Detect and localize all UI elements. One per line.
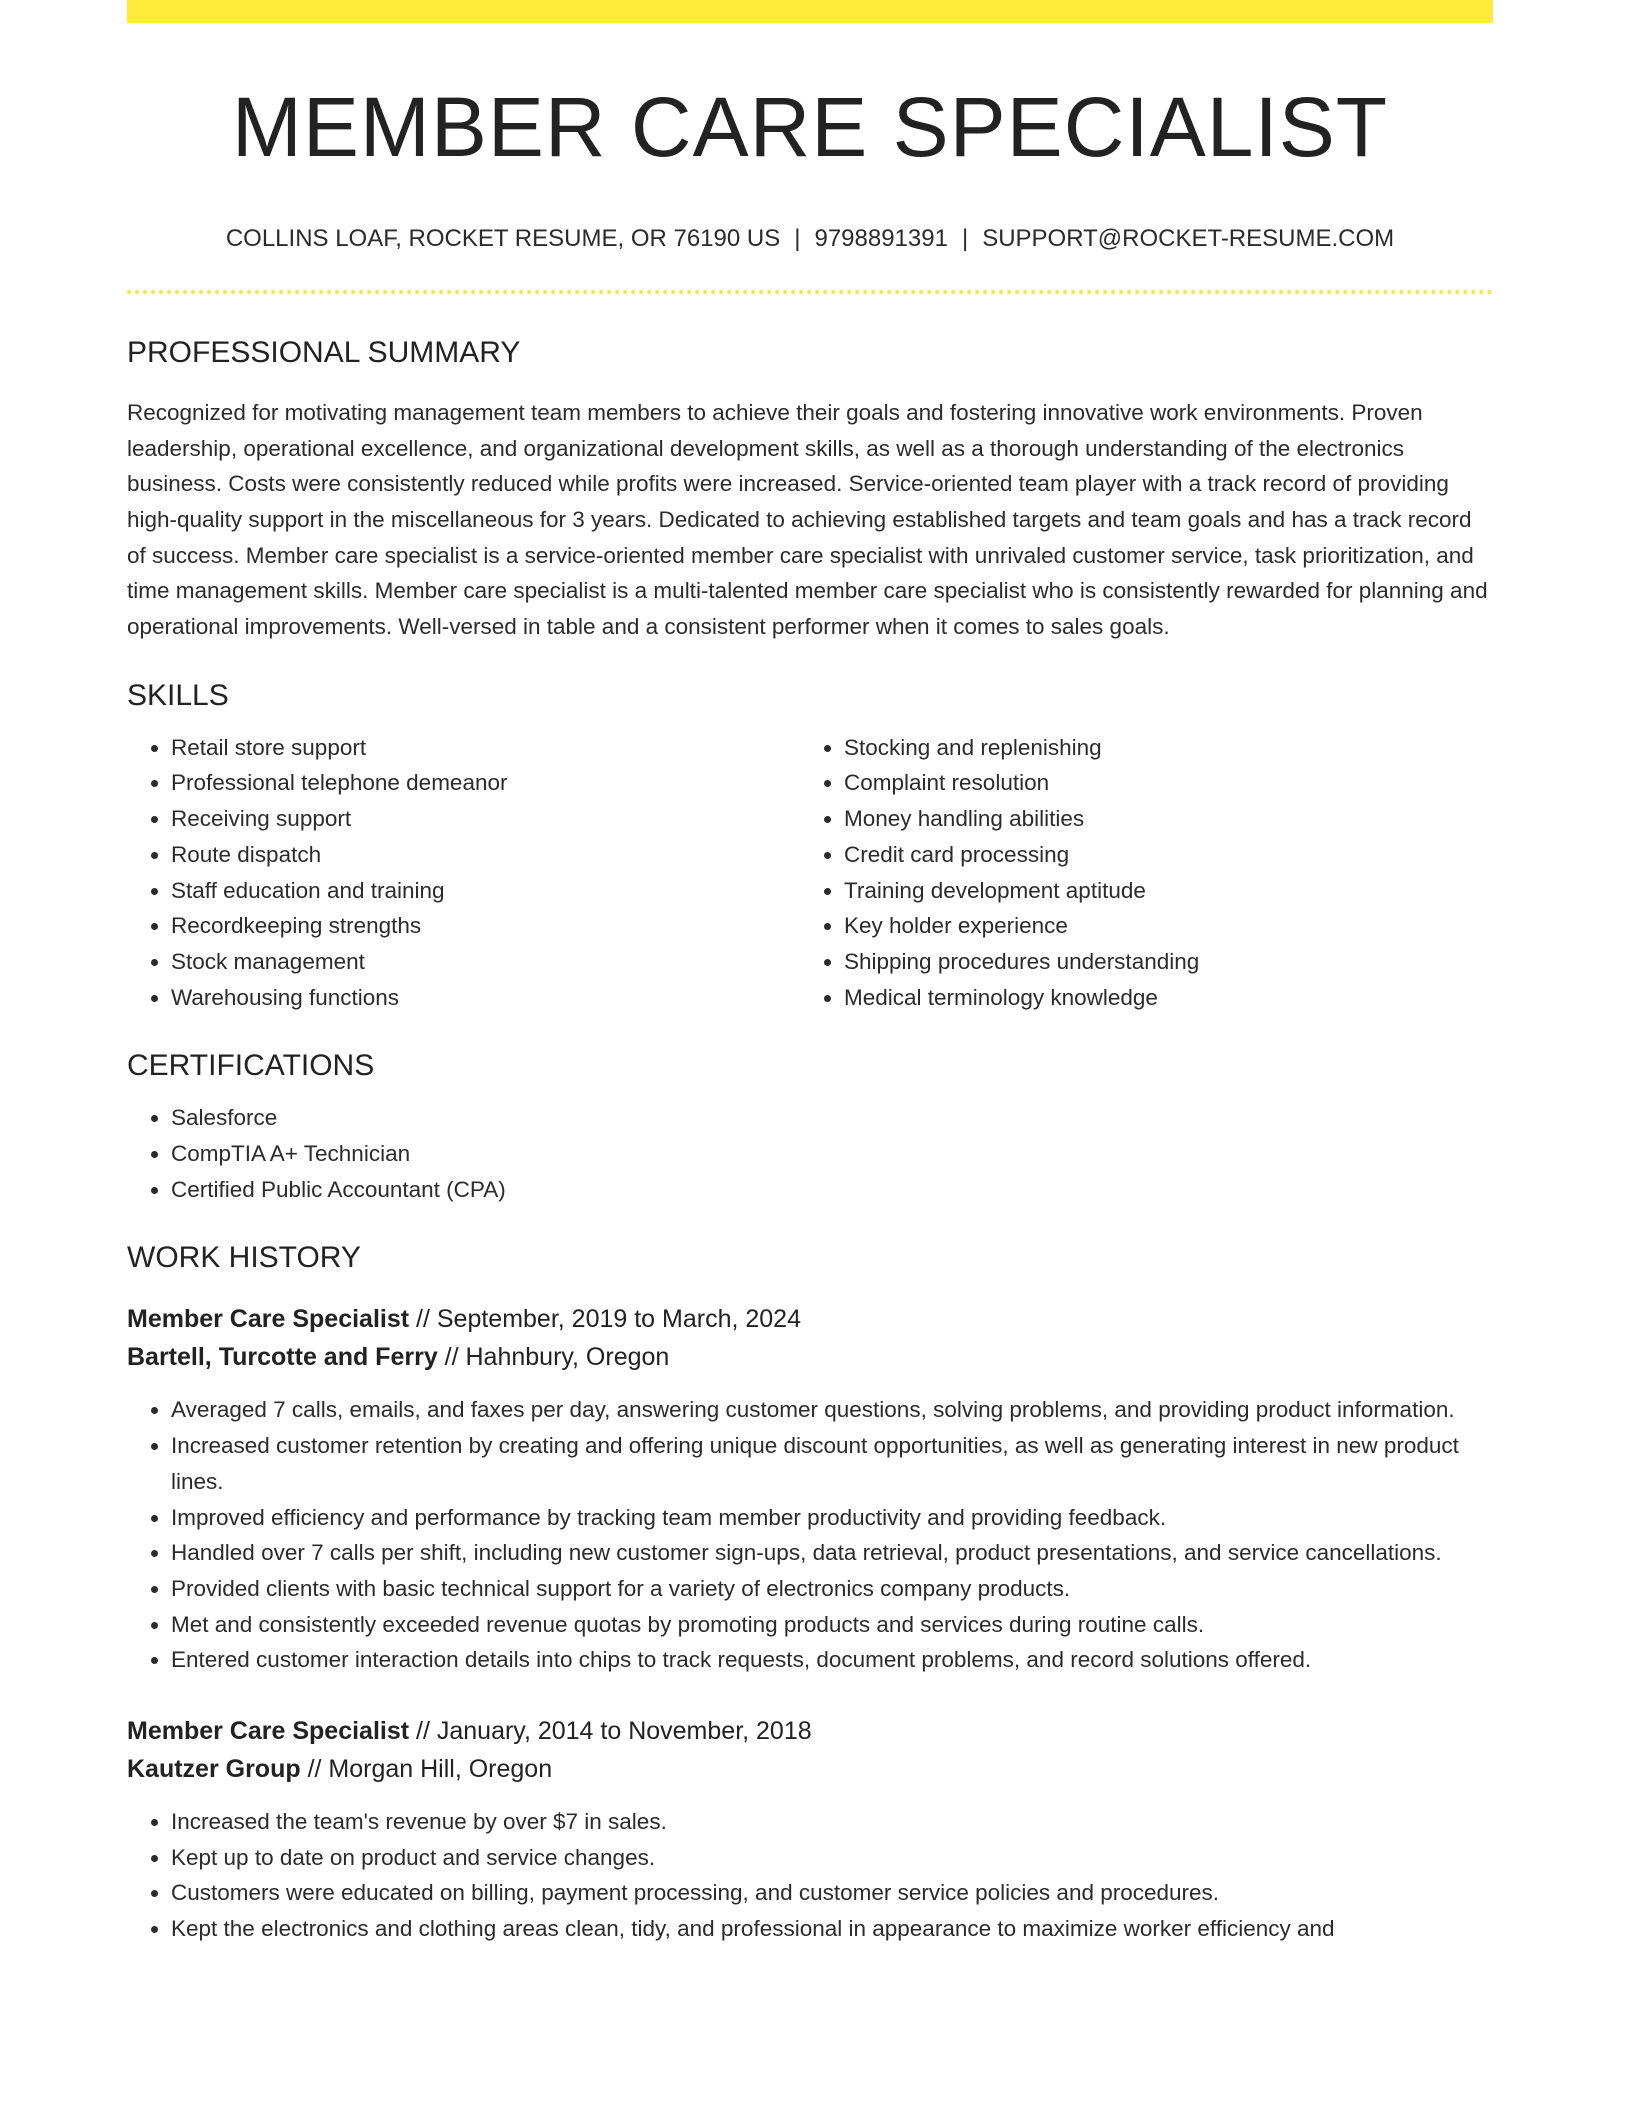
skill-item: • Retail store support (171, 730, 800, 766)
contact-phone: 9798891391 (814, 225, 948, 252)
skill-item: • Receiving support (171, 801, 800, 837)
job-company: Kautzer Group (127, 1755, 301, 1784)
summary-heading: PROFESSIONAL SUMMARY (127, 335, 521, 369)
certification-item: • Certified Public Accountant (CPA) (171, 1172, 1493, 1208)
job-title-line (127, 1712, 1493, 1750)
skill-item: • Warehousing functions (171, 980, 800, 1016)
certifications-list (127, 1100, 1493, 1207)
certification-item: • Salesforce (171, 1100, 1493, 1136)
job-bullet: • Improved efficiency and performance by tracking team member productivity and providing feedback. (171, 1500, 1493, 1536)
job-bullet: • Provided clients with basic technical support for a variety of electronics company products. (171, 1571, 1493, 1607)
skill-item: • Recordkeeping strengths (171, 908, 800, 944)
job-company: Bartell, Turcotte and Ferry (127, 1343, 438, 1372)
contact-separator: | (961, 225, 969, 252)
resume-page (127, 0, 1493, 1947)
dotted-divider (127, 290, 1493, 294)
job-company-line (127, 1338, 1493, 1376)
resume-title: MEMBER CARE SPECIALIST (231, 80, 1389, 174)
work-history-section (127, 1241, 1493, 1946)
job-location: // Morgan Hill, Oregon (300, 1755, 553, 1784)
job-entry (127, 1712, 1493, 1947)
summary-text: Recognized for motivating management team members to achieve their goals and fostering innovative work environments. Proven leadership, operational excellence, and organizational development skills, as well as a thorough understanding of the electronics business. Costs were consistently reduced while profits were increased. Service-oriented team player with a track record of providing high-quality support in the miscellaneous for 3 years. Dedicated to achieving established targets and team goals and has a track record of success. Member care specialist is a service-oriented member care specialist with unrivaled customer service, task prioritization, and time management skills. Member care specialist is a multi-talented member care specialist who is consistently rewarded for planning and operational improvements. Well-versed in table and a consistent performer when it comes to sales goals. (127, 399, 1488, 640)
job-bullet: • Kept the electronics and clothing areas clean, tidy, and professional in appearance to maximize worker efficiency and (171, 1911, 1493, 1947)
job-bullet: • Increased the team's revenue by over $7 in sales. (171, 1804, 1493, 1840)
certifications-section (127, 1049, 1493, 1207)
contact-email: SUPPORT@ROCKET-RESUME.COM (982, 225, 1395, 252)
contact-separator: | (794, 225, 801, 252)
certifications-heading: CERTIFICATIONS (127, 1049, 375, 1083)
skills-grid (127, 730, 1493, 1016)
summary-section (127, 336, 1493, 645)
job-dates: // January, 2014 to November, 2018 (409, 1717, 812, 1746)
job-bullet: • Met and consistently exceeded revenue quotas by promoting products and services during routine calls. (171, 1607, 1493, 1643)
skill-item: • Stock management (171, 944, 800, 980)
job-bullet: • Entered customer interaction details into chips to track requests, document problems, and record solutions offered. (171, 1642, 1493, 1678)
accent-top-bar (127, 0, 1493, 23)
skills-list-left (127, 730, 800, 1016)
skill-item: • Staff education and training (171, 873, 800, 909)
contact-line (127, 225, 1493, 254)
job-company-line (127, 1750, 1493, 1788)
skill-item: • Medical terminology knowledge (844, 980, 1473, 1016)
job-bullet: • Kept up to date on product and service changes. (171, 1840, 1493, 1876)
certification-item: • CompTIA A+ Technician (171, 1136, 1493, 1172)
contact-address: COLLINS LOAF, ROCKET RESUME, OR 76190 US (225, 225, 781, 252)
skill-item: • Shipping procedures understanding (844, 944, 1473, 980)
job-title: Member Care Specialist (127, 1305, 410, 1334)
skill-item: • Professional telephone demeanor (171, 765, 800, 801)
skill-item: • Money handling abilities (844, 801, 1473, 837)
skill-item: • Training development aptitude (844, 873, 1473, 909)
job-dates: // September, 2019 to March, 2024 (409, 1305, 801, 1334)
skills-section (127, 679, 1493, 1016)
job-bullet: • Increased customer retention by creating and offering unique discount opportunities, as well as generating interest in new product lines. (171, 1428, 1493, 1499)
job-entry (127, 1300, 1493, 1678)
job-bullet: • Handled over 7 calls per shift, including new customer sign-ups, data retrieval, product presentations, and service cancellations. (171, 1535, 1493, 1571)
job-bullet: • Averaged 7 calls, emails, and faxes per day, answering customer questions, solving problems, and providing product information. (171, 1392, 1493, 1428)
job-bullet: • Customers were educated on billing, payment processing, and customer service policies and procedures. (171, 1875, 1493, 1911)
skills-heading: SKILLS (127, 678, 229, 712)
job-bullets (127, 1392, 1493, 1678)
job-title: Member Care Specialist (127, 1717, 410, 1746)
job-location: // Hahnbury, Oregon (437, 1343, 670, 1372)
job-bullets (127, 1804, 1493, 1947)
skill-item: • Complaint resolution (844, 765, 1473, 801)
skills-list-right (800, 730, 1473, 1016)
skill-item: • Stocking and replenishing (844, 730, 1473, 766)
skill-item: • Credit card processing (844, 837, 1473, 873)
work-history-heading: WORK HISTORY (127, 1241, 361, 1275)
skill-item: • Route dispatch (171, 837, 800, 873)
skill-item: • Key holder experience (844, 908, 1473, 944)
job-title-line (127, 1300, 1493, 1338)
